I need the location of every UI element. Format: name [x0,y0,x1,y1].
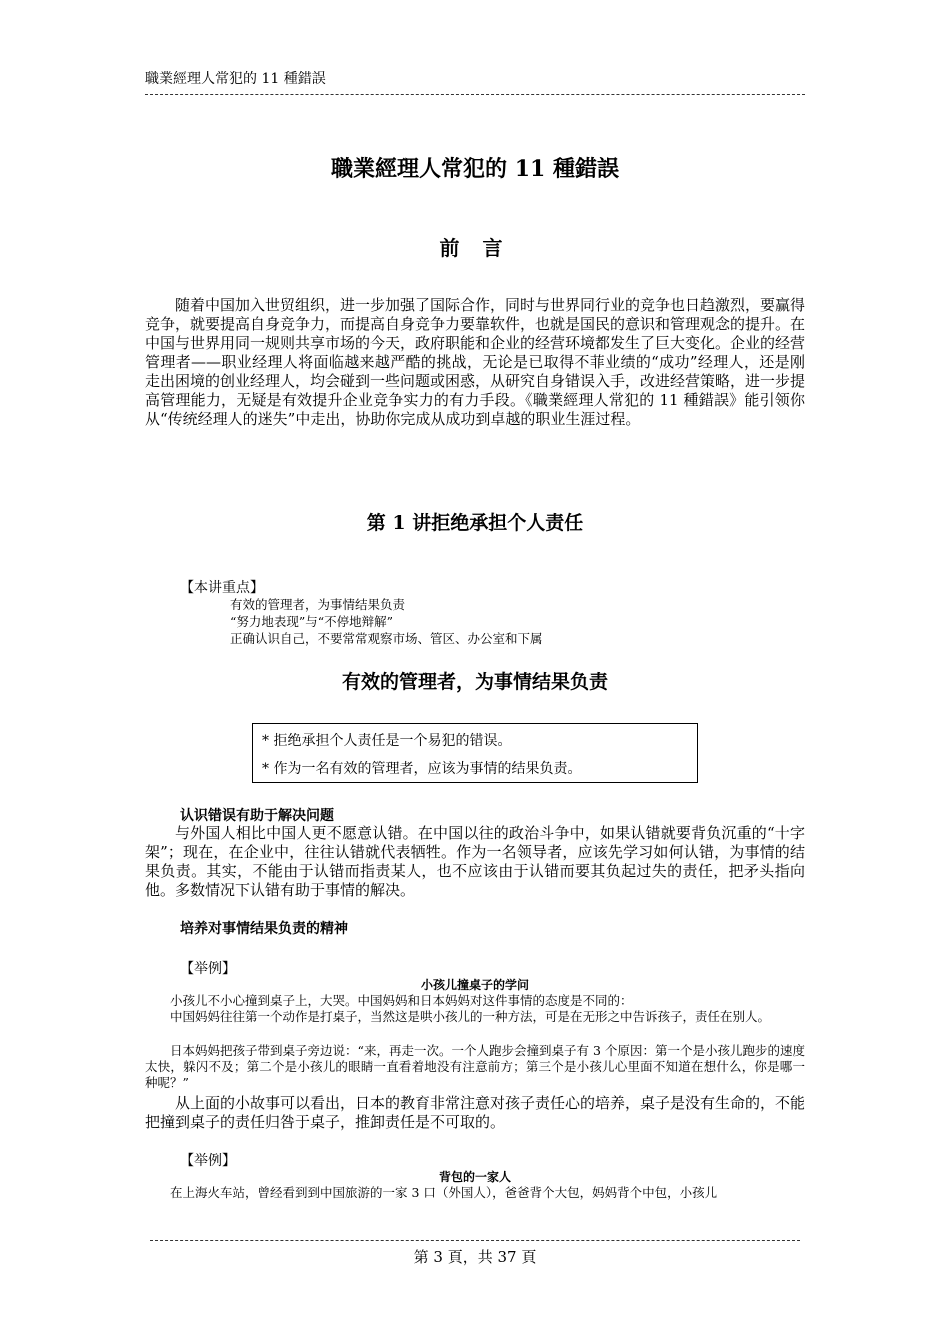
key-points-list [230,596,543,647]
document-title: 職業經理人常犯的 11 種錯誤 [331,156,619,182]
lecture-heading: 第 1 讲拒绝承担个人责任 [366,512,584,534]
conclusion-paragraph: 从上面的小故事可以看出，日本的教育非常注意对孩子责任心的培养，桌子是没有生命的，不能把撞到桌子的责任归咎于桌子，推卸责任是不可取的。 [145,1094,806,1131]
running-header: 職業經理人常犯的 11 種錯誤 [145,71,326,87]
section-heading: 有效的管理者，为事情结果负责 [341,671,608,693]
summary-line-1: * 拒绝承担个人责任是一个易犯的错误。 [262,733,512,749]
example-label-1: 【举例】 [180,961,236,977]
story1-line-3: 日本妈妈把孩子带到桌子旁边说：“来，再走一次。一个人跑步会撞到桌子有 3 个原因：第一个是小孩儿跑步的速度太快，躲闪不及；第二个是小孩儿的眼睛一直看着地没有注意前方；第三个是小孩儿心里面不知道在想什么，你是哪一种呢？” [145,1043,805,1090]
story-title-1: 小孩儿撞桌子的学问 [420,978,529,992]
summary-line-2: * 作为一名有效的管理者，应该为事情的结果负责。 [262,761,582,777]
header-divider [145,94,805,95]
key-point-2: “努力地表现”与“不停地辩解” [230,614,394,629]
footer-divider [150,1240,800,1241]
subheading-admit-mistakes: 认识错误有助于解决问题 [180,808,334,824]
key-points-title: 【本讲重点】 [180,580,264,596]
subheading-responsibility: 培养对事情结果负责的精神 [180,921,348,937]
preface-heading: 前 言 [439,236,511,260]
example-label-2: 【举例】 [180,1153,236,1169]
admit-mistakes-paragraph: 与外国人相比中国人更不愿意认错。在中国以往的政治斗争中，如果认错就要背负沉重的“十字架”；现在，在企业中，往往认错就代表牺牲。作为一名领导者，应该先学习如何认错，为事情的结果负责。其实，不能由于认错而指责某人，也不应该由于认错而要其负起过失的责任，把矛头指向他。多数情况下认错有助于事情的解决。 [145,824,805,899]
story1-line-1: 小孩儿不小心撞到桌子上，大哭。中国妈妈和日本妈妈对这件事情的态度是不同的： [170,993,633,1008]
page-number: 第 3 頁，共 37 頁 [413,1248,537,1266]
story-title-2: 背包的一家人 [438,1170,511,1184]
key-point-1: 有效的管理者，为事情结果负责 [230,597,406,612]
key-point-3: 正确认识自己，不要常常观察市场、管区、办公室和下属 [230,631,543,646]
preface-paragraph: 随着中国加入世贸组织，进一步加强了国际合作，同时与世界同行业的竞争也日趋激烈，要赢得竞争，就要提高自身竞争力，而提高自身竞争力要靠软件，也就是国民的意识和管理观念的提升。在中国与世界用同一规则共享市场的今天，政府职能和企业的经营环境都发生了巨大变化。企业的经营管理者——职业经理人将面临越来越严酷的挑战，无论是已取得不菲业绩的“成功”经理人，还是刚走出困境的创业经理人，均会碰到一些问题或困惑，从研究自身错误入手，改进经营策略，进一步提高管理能力，无疑是有效提升企业竞争实力的有力手段。《職業經理人常犯的 11 種錯誤》能引领你从“传统经理人的迷失”中走出，协助你完成从成功到卓越的职业生涯过程。 [145,296,806,428]
story1-line-2: 中国妈妈往往第一个动作是打桌子，当然这是哄小孩儿的一种方法，可是在无形之中告诉孩子，责任在别人。 [170,1009,771,1024]
story2-line-1: 在上海火车站，曾经看到到中国旅游的一家 3 口（外国人），爸爸背个大包，妈妈背个中包，小孩儿 [170,1185,718,1200]
